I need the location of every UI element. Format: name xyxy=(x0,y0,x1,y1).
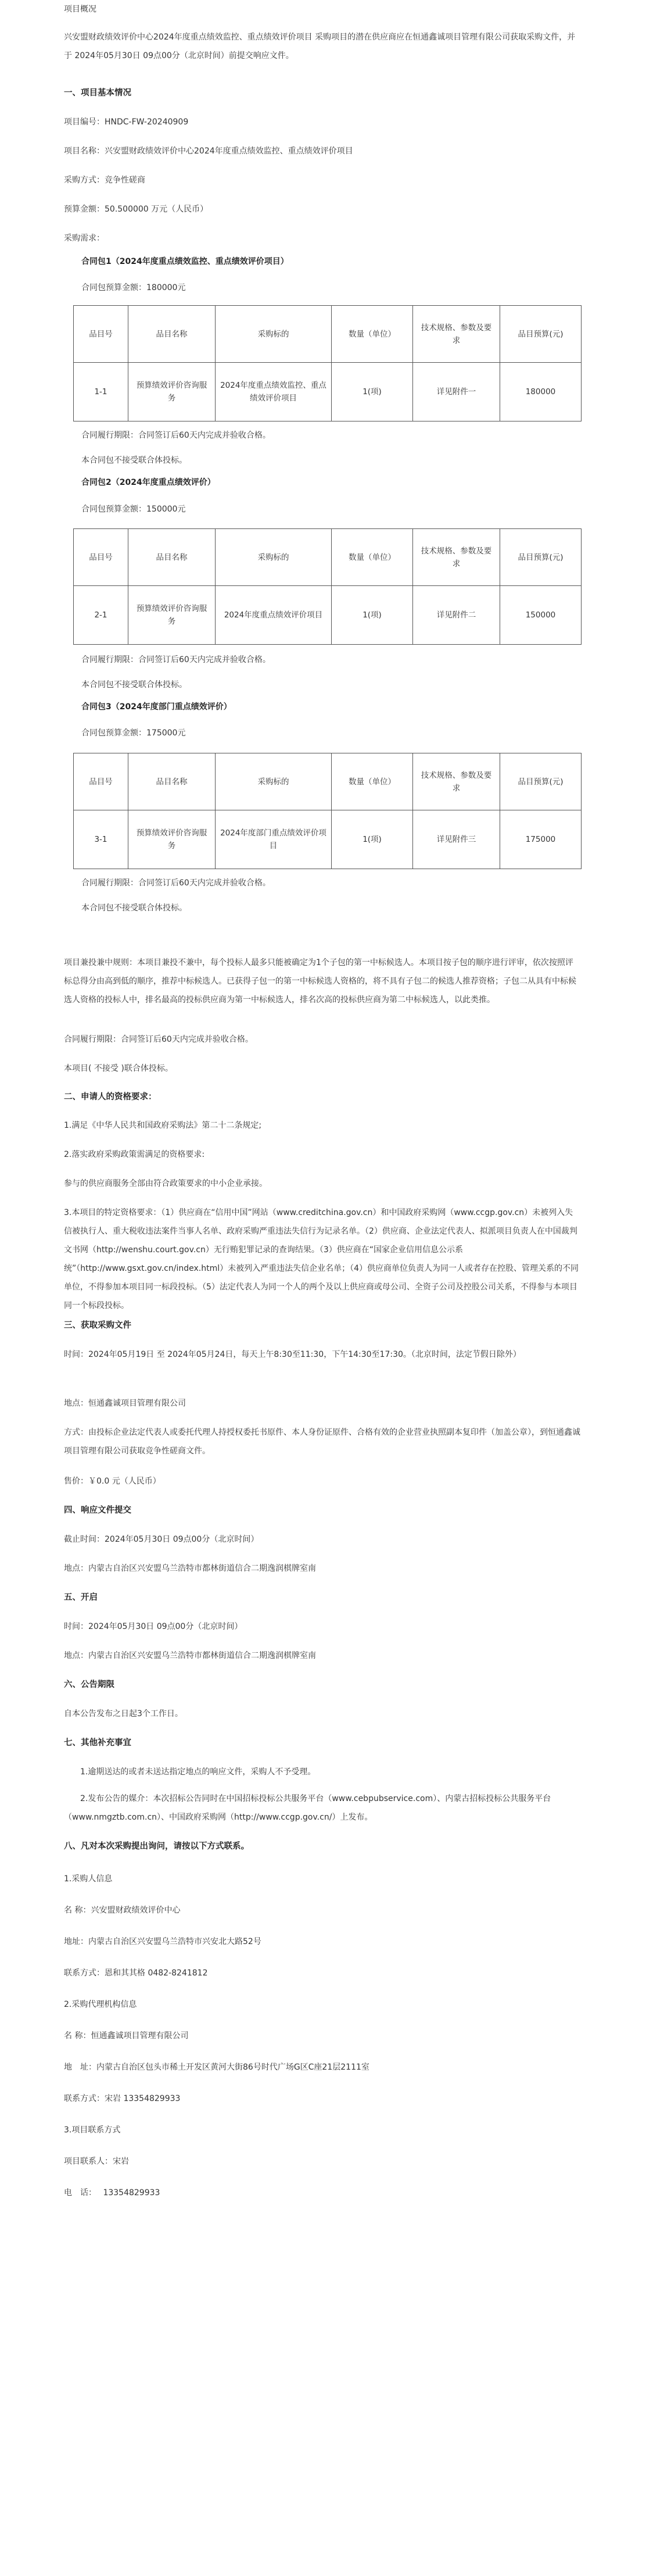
package-2-period: 合同履行期限：合同签订后60天内完成并验收合格。 xyxy=(81,655,271,664)
section-7-title: 七、其他补充事宜 xyxy=(64,1738,131,1748)
table-cell: 详见附件二 xyxy=(413,586,500,645)
qualification-2: 2.落实政府采购政策需满足的资格要求: xyxy=(64,1150,205,1159)
supplement-2: 2.发布公告的媒介：本次招标公告同时在中国招标投标公共服务平台（www.cebpubservice.com）、内蒙古招标投标公共服务平台（www.nmgztb.com.cn）、中国政府采购网（http://www.ccgp.gov.cn/）上发布。 xyxy=(64,1794,551,1822)
submit-deadline: 截止时间：2024年05月30日 09点00分（北京时间） xyxy=(64,1535,259,1544)
table-cell: 2024年度重点绩效评价项目 xyxy=(216,586,332,645)
package-3-table xyxy=(73,753,582,869)
table-header-row xyxy=(74,753,582,810)
header-cell: 品目预算(元) xyxy=(500,306,582,363)
overview-label: 项目概况 xyxy=(64,5,96,14)
section-4-title: 四、响应文件提交 xyxy=(64,1506,131,1515)
agency-info-title: 2.采购代理机构信息 xyxy=(64,2000,137,2009)
package-2-joint: 本合同包不接受联合体投标。 xyxy=(81,680,187,689)
package-2-budget: 合同包预算金额：150000元 xyxy=(81,505,186,514)
package-3-period: 合同履行期限：合同签订后60天内完成并验收合格。 xyxy=(81,878,271,888)
header-cell: 数量（单位） xyxy=(332,753,413,810)
table-cell: 1(项) xyxy=(332,810,413,869)
header-cell: 品目名称 xyxy=(128,306,216,363)
table-cell: 详见附件一 xyxy=(413,363,500,421)
package-3-budget: 合同包预算金额：175000元 xyxy=(81,728,186,738)
table-cell: 175000 xyxy=(500,810,582,869)
package-2-title: 合同包2（2024年度重点绩效评价） xyxy=(81,478,216,487)
submit-place: 地点：内蒙古自治区兴安盟乌兰浩特市都林街道信合二期逸润棋牌室南 xyxy=(64,1564,316,1573)
obtain-place: 地点：恒通鑫诚项目管理有限公司 xyxy=(64,1399,186,1408)
header-cell: 技术规格、参数及要求 xyxy=(413,753,500,810)
header-cell: 品目预算(元) xyxy=(500,529,582,586)
agency-contact: 联系方式：宋岩 13354829933 xyxy=(64,2094,181,2103)
section-2-title: 二、申请人的资格要求： xyxy=(64,1092,157,1102)
table-cell: 180000 xyxy=(500,363,582,421)
package-1-period: 合同履行期限：合同签订后60天内完成并验收合格。 xyxy=(81,431,271,440)
table-cell: 2024年度部门重点绩效评价项目 xyxy=(216,810,332,869)
table-row xyxy=(74,586,582,645)
header-cell: 数量（单位） xyxy=(332,306,413,363)
open-time: 时间：2024年05月30日 09点00分（北京时间） xyxy=(64,1622,243,1631)
header-cell: 品目名称 xyxy=(128,753,216,810)
notice-period: 自本公告发布之日起3个工作日。 xyxy=(64,1709,183,1718)
project-name: 项目名称：兴安盟财政绩效评价中心2024年度重点绩效监控、重点绩效评价项目 xyxy=(64,147,353,156)
header-cell: 品目号 xyxy=(74,753,128,810)
header-cell: 技术规格、参数及要求 xyxy=(413,529,500,586)
supplement-1: 1.逾期送达的或者未送达指定地点的响应文件，采购人不予受理。 xyxy=(80,1767,316,1777)
package-1-title: 合同包1（2024年度重点绩效监控、重点绩效评价项目） xyxy=(81,257,289,266)
project-contact-person: 项目联系人：宋岩 xyxy=(64,2157,129,2166)
qualification-1: 1.满足《中华人民共和国政府采购法》第二十二条规定; xyxy=(64,1121,262,1130)
header-cell: 品目号 xyxy=(74,529,128,586)
header-cell: 品目预算(元) xyxy=(500,753,582,810)
project-number: 项目编号：HNDC-FW-20240909 xyxy=(64,117,189,127)
project-period: 合同履行期限：合同签订后60天内完成并验收合格。 xyxy=(64,1035,253,1044)
section-6-title: 六、公告期限 xyxy=(64,1680,114,1689)
package-3-title: 合同包3（2024年度部门重点绩效评价） xyxy=(81,702,232,712)
intro-paragraph: 兴安盟财政绩效评价中心2024年度重点绩效监控、重点绩效评价项目 采购项目的潜在供应商应在恒通鑫诚项目管理有限公司获取采购文件，并于 2024年05月30日 09点00分（北京时间）前提交响应文件。 xyxy=(64,33,576,60)
table-cell: 1-1 xyxy=(74,363,128,421)
header-cell: 技术规格、参数及要求 xyxy=(413,306,500,363)
package-1-table xyxy=(73,305,582,421)
table-row xyxy=(74,810,582,869)
header-cell: 品目名称 xyxy=(128,529,216,586)
table-cell: 3-1 xyxy=(74,810,128,869)
project-joint: 本项目( 不接受 )联合体投标。 xyxy=(64,1064,173,1073)
table-cell: 2024年度重点绩效监控、重点绩效评价项目 xyxy=(216,363,332,421)
package-3-joint: 本合同包不接受联合体投标。 xyxy=(81,903,187,913)
qualification-2-detail: 参与的供应商服务全部由符合政策要求的中小企业承接。 xyxy=(64,1179,267,1188)
section-5-title: 五、开启 xyxy=(64,1593,98,1602)
section-3-title: 三、获取采购文件 xyxy=(64,1321,131,1330)
section-8-title: 八、凡对本次采购提出询问，请按以下方式联系。 xyxy=(64,1842,249,1851)
procurement-method: 采购方式：竞争性磋商 xyxy=(64,176,145,185)
table-cell: 1(项) xyxy=(332,586,413,645)
purchaser-name: 名 称：兴安盟财政绩效评价中心 xyxy=(64,1906,181,1915)
bid-rule-paragraph: 项目兼投兼中规则：本项目兼投不兼中，每个投标人最多只能被确定为1个子包的第一中标候选人。本项目按子包的顺序进行评审，依次按照评标总得分由高到低的顺序，推荐中标候选人。已获得子包一的第一中标候选人资格的，将不具有子包二的候选人推荐资格；子包二从具有中标候选人资格的投标人中，排名最高的投标供应商为第一中标候选人，排名次高的投标供应商为第二中标候选人，以此类推。 xyxy=(64,958,576,1005)
table-cell: 预算绩效评价咨询服务 xyxy=(128,363,216,421)
table-cell: 2-1 xyxy=(74,586,128,645)
obtain-price: 售价：￥0.0 元（人民币） xyxy=(64,1477,161,1486)
procurement-demand: 采购需求： xyxy=(64,234,105,243)
table-cell: 150000 xyxy=(500,586,582,645)
table-header-row xyxy=(74,306,582,363)
agency-address: 地 址：内蒙古自治区包头市稀土开发区黄河大街86号时代广场G区C座21层2111室 xyxy=(64,2063,369,2072)
table-header-row xyxy=(74,529,582,586)
budget-amount: 预算金额：50.500000 万元（人民币） xyxy=(64,205,209,214)
table-cell: 预算绩效评价咨询服务 xyxy=(128,810,216,869)
table-cell: 1(项) xyxy=(332,363,413,421)
header-cell: 品目号 xyxy=(74,306,128,363)
project-contact-title: 3.项目联系方式 xyxy=(64,2125,121,2135)
table-cell: 详见附件三 xyxy=(413,810,500,869)
section-1-title: 一、项目基本情况 xyxy=(64,88,131,98)
open-place: 地点：内蒙古自治区兴安盟乌兰浩特市都林街道信合二期逸润棋牌室南 xyxy=(64,1651,316,1660)
obtain-way: 方式：由投标企业法定代表人或委托代理人持授权委托书原件、本人身份证原件、合格有效的企业营业执照副本复印件（加盖公章），到恒通鑫诚项目管理有限公司获取竞争性磋商文件。 xyxy=(64,1428,580,1456)
qualification-3: 3.本项目的特定资格要求：（1）供应商在“信用中国”网站（www.creditchina.gov.cn）和中国政府采购网（www.ccgp.gov.cn）未被列入失信被执行人、重大税收违法案件当事人名单、政府采购严重违法失信行为记录名单。（2）供应商、企业法定代表人、拟派项目负责人在中国裁判文书网（http://wenshu.court.gov.cn）无行贿犯罪记录的查询结果。（3）供应商在“国家企业信用信息公示系统”（http://www.gsxt.gov.cn/index.html）未被列入严重违法失信企业名单；（4）供应商单位负责人为同一人或者存在控股、管理关系的不同单位，不得参加本项目同一标段投标。（5）法定代表人为同一个人的两个及以上供应商或母公司、全资子公司及控股公司关系，不得参与本项目同一个标段投标。 xyxy=(64,1208,579,1310)
header-cell: 采购标的 xyxy=(216,753,332,810)
agency-name: 名 称：恒通鑫诚项目管理有限公司 xyxy=(64,2031,189,2041)
header-cell: 采购标的 xyxy=(216,306,332,363)
purchaser-address: 地址：内蒙古自治区兴安盟乌兰浩特市兴安北大路52号 xyxy=(64,1937,261,1946)
package-2-table xyxy=(73,528,582,645)
header-cell: 采购标的 xyxy=(216,529,332,586)
table-cell: 预算绩效评价咨询服务 xyxy=(128,586,216,645)
table-row xyxy=(74,363,582,421)
project-contact-phone: 电 话： 13354829933 xyxy=(64,2188,160,2198)
package-1-joint: 本合同包不接受联合体投标。 xyxy=(81,456,187,465)
purchaser-info-title: 1.采购人信息 xyxy=(64,1874,113,1884)
package-1-budget: 合同包预算金额：180000元 xyxy=(81,283,186,292)
purchaser-contact: 联系方式：恩和其其格 0482-8241812 xyxy=(64,1968,208,1978)
header-cell: 数量（单位） xyxy=(332,529,413,586)
obtain-time: 时间：2024年05月19日 至 2024年05月24日，每天上午8:30至11:30，下午14:30至17:30。（北京时间，法定节假日除外） xyxy=(64,1350,521,1359)
